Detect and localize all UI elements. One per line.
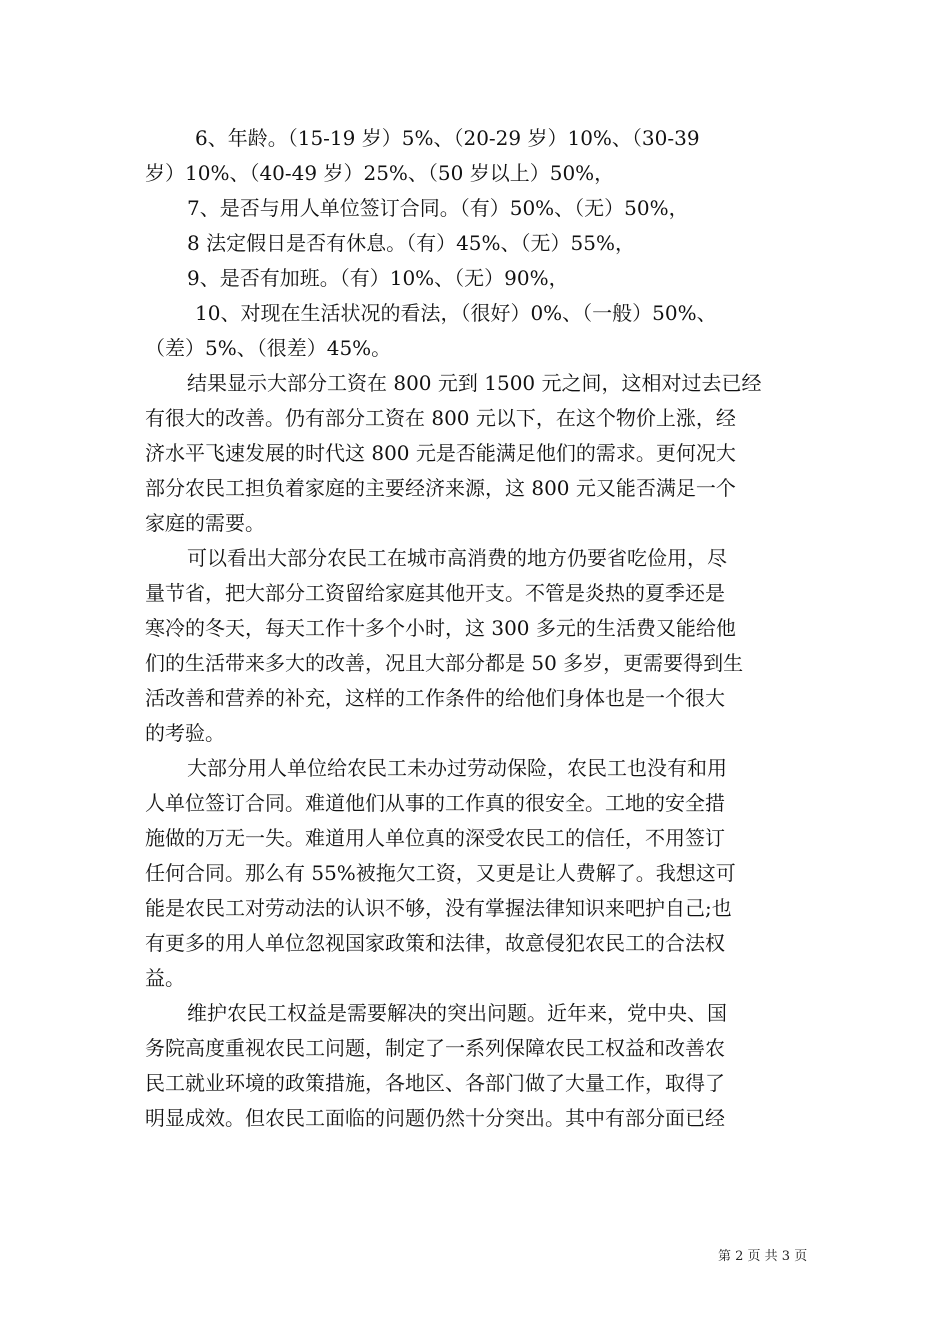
paragraph-3-line-4: 任何合同。那么有 55%被拖欠工资，又更是让人费解了。我想这可 bbox=[145, 861, 736, 885]
paragraph-3-line-1: 大部分用人单位给农民工未办过劳动保险，农民工也没有和用 bbox=[187, 756, 727, 780]
paragraph-1-line-1: 结果显示大部分工资在 800 元到 1500 元之间，这相对过去已经 bbox=[187, 371, 762, 395]
paragraph-4-line-3: 民工就业环境的政策措施，各地区、各部门做了大量工作，取得了 bbox=[145, 1071, 725, 1095]
paragraph-3-line-6: 有更多的用人单位忽视国家政策和法律，故意侵犯农民工的合法权 bbox=[145, 931, 725, 955]
paragraph-3-line-7: 益。 bbox=[145, 966, 185, 990]
survey-item-9: 9、是否有加班。（有）10%、（无）90%， bbox=[187, 266, 569, 290]
paragraph-1-line-4: 部分农民工担负着家庭的主要经济来源，这 800 元又能否满足一个 bbox=[145, 476, 736, 500]
survey-item-10-line-1: 10、对现在生活状况的看法，（很好）0%、（一般）50%、 bbox=[195, 301, 717, 325]
body-text bbox=[145, 121, 807, 1136]
survey-item-8: 8 法定假日是否有休息。（有）45%、（无）55%， bbox=[187, 231, 635, 255]
paragraph-2-line-2: 量节省，把大部分工资留给家庭其他开支。不管是炎热的夏季还是 bbox=[145, 581, 725, 605]
paragraph-2-line-3: 寒冷的冬天，每天工作十多个小时，这 300 多元的生活费又能给他 bbox=[145, 616, 736, 640]
paragraph-3-line-5: 能是农民工对劳动法的认识不够，没有掌握法律知识来吧护自己;也 bbox=[145, 896, 732, 920]
paragraph-4-line-1: 维护农民工权益是需要解决的突出问题。近年来，党中央、国 bbox=[187, 1001, 727, 1025]
survey-item-7: 7、是否与用人单位签订合同。（有）50%、（无）50%， bbox=[187, 196, 689, 220]
paragraph-1-line-5: 家庭的需要。 bbox=[145, 511, 265, 535]
paragraph-3-line-2: 人单位签订合同。难道他们从事的工作真的很安全。工地的安全措 bbox=[145, 791, 725, 815]
paragraph-1-line-3: 济水平飞速发展的时代这 800 元是否能满足他们的需求。更何况大 bbox=[145, 441, 736, 465]
paragraph-2-line-6: 的考验。 bbox=[145, 721, 225, 745]
paragraph-3-line-3: 施做的万无一失。难道用人单位真的深受农民工的信任，不用签订 bbox=[145, 826, 725, 850]
paragraph-2-line-5: 活改善和营养的补充，这样的工作条件的给他们身体也是一个很大 bbox=[145, 686, 725, 710]
paragraph-2-line-1: 可以看出大部分农民工在城市高消费的地方仍要省吃俭用，尽 bbox=[187, 546, 727, 570]
paragraph-4-line-4: 明显成效。但农民工面临的问题仍然十分突出。其中有部分面已经 bbox=[145, 1106, 725, 1130]
paragraph-2-line-4: 们的生活带来多大的改善，况且大部分都是 50 多岁，更需要得到生 bbox=[145, 651, 744, 675]
page-number-footer: 第 2 页 共 3 页 bbox=[718, 1249, 808, 1264]
paragraph-1-line-2: 有很大的改善。仍有部分工资在 800 元以下，在这个物价上涨，经 bbox=[145, 406, 736, 430]
survey-item-6-line-2: 岁）10%、（40-49 岁）25%、（50 岁以上）50%， bbox=[145, 161, 615, 185]
survey-item-6-line-1: 6、年龄。（15-19 岁）5%、（20-29 岁）10%、（30-39 bbox=[195, 126, 700, 150]
paragraph-4-line-2: 务院高度重视农民工问题，制定了一系列保障农民工权益和改善农 bbox=[145, 1036, 725, 1060]
survey-item-10-line-2: （差）5%、（很差）45%。 bbox=[145, 336, 392, 360]
